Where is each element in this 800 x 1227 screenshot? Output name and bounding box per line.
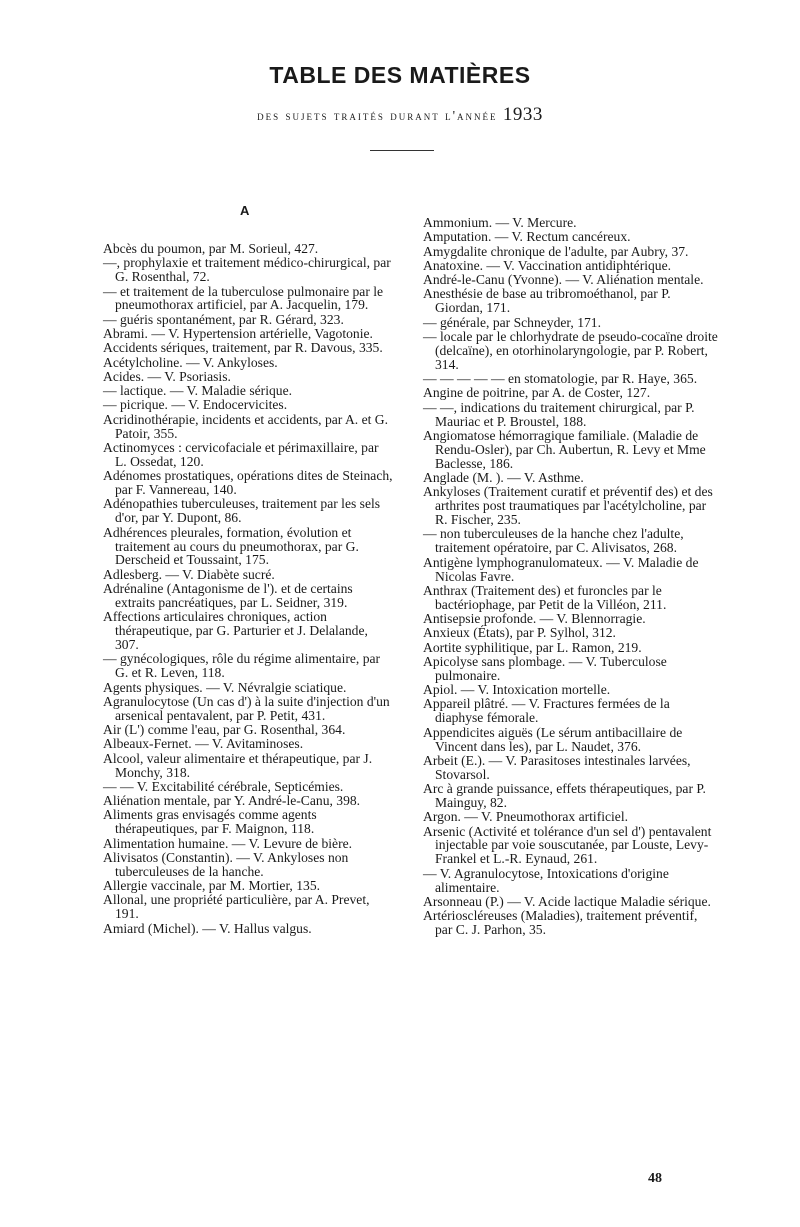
index-entry: Amputation. — V. Rectum cancéreux. [423, 229, 631, 245]
index-entry: Alivisatos (Constantin). — V. Ankyloses non tuberculeuses de la hanche. [103, 849, 349, 879]
index-entry: — V. Agranulocytose, Intoxications d'origine alimentaire. [423, 865, 669, 895]
index-entry: Anatoxine. — V. Vaccination antidiphtérique. [423, 257, 672, 273]
subtitle-year: 1933 [502, 104, 543, 125]
index-entry: Adlesberg. — V. Diabète sucré. [103, 566, 275, 582]
index-entry: Affections articulaires chroniques, action thérapeutique, par G. Parturier et J. Delalande, 307. [103, 609, 368, 653]
index-entry: Arsenic (Activité et tolérance d'un sel d') pentavalent injectable par voie souscutanée, par Louste, Levy-Frankel et L.-R. Eynaud, 261. [423, 823, 712, 867]
index-entry: Adrénaline (Antagonisme de l'). et de certains extraits pancréatiques, par L. Seidner, 319. [103, 581, 353, 610]
index-entry: Ankyloses (Traitement curatif et préventif des) et des arthrites post traumatiques par l'acétylcholine, par R. Fischer, 235. [423, 484, 713, 528]
index-entry: — et traitement de la tuberculose pulmonaire par le pneumothorax artificiel, par A. Jacquelin, 179. [103, 283, 384, 313]
page-title: TABLE DES MATIÈRES [269, 62, 531, 88]
index-entry: — — V. Excitabilité cérébrale, Septicémies. [103, 778, 344, 794]
index-entry: Abrami. — V. Hypertension artérielle, Vagotonie. [103, 326, 373, 341]
index-entry: Argon. — V. Pneumothorax artificiel. [423, 809, 629, 825]
index-entry: Adénomes prostatiques, opérations dites de Steinach, par F. Vannereau, 140. [103, 468, 393, 498]
title-divider [370, 150, 434, 151]
index-entry: Abcès du poumon, par M. Sorieul, 427. [103, 241, 319, 256]
index-entry: Arbeit (E.). — V. Parasitoses intestinales larvées, Stovarsol. [423, 752, 691, 782]
index-entry: Antigène lymphogranulomateux. — V. Maladie de Nicolas Favre. [423, 554, 699, 584]
index-entry: Acridinothérapie, incidents et accidents, par A. et G. Patoir, 355. [103, 411, 388, 441]
index-entry: — —, indications du traitement chirurgical, par P. Mauriac et P. Broustel, 188. [423, 399, 695, 429]
index-entry: Albeaux-Fernet. — V. Avitaminoses. [103, 736, 304, 752]
index-entry: Alimentation humaine. — V. Levure de bière. [103, 835, 353, 851]
index-entry: Anthrax (Traitement des) et furoncles par le bactériophage, par Petit de la Villéon, 211. [423, 582, 667, 612]
index-entry: — — — — — en stomatologie, par R. Haye, 365. [423, 371, 698, 387]
index-entry: Acétylcholine. — V. Ankyloses. [103, 354, 278, 370]
index-entry: Acides. — V. Psoriasis. [103, 368, 231, 384]
index-entry: Apiol. — V. Intoxication mortelle. [423, 682, 611, 698]
index-entry: Actinomyces : cervicofaciale et périmaxillaire, par L. Ossedat, 120. [103, 439, 379, 469]
index-entry: — gynécologiques, rôle du régime alimentaire, par G. et R. Leven, 118. [103, 651, 381, 681]
index-entry: Adhérences pleurales, formation, évolution et traitement au cours du pneumothorax, par G. Derscheid et Toussaint, 175. [103, 524, 359, 568]
index-entry: Agents physiques. — V. Névralgie sciatique. [103, 679, 347, 695]
index-entry: — non tuberculeuses de la hanche chez l'adulte, traitement opératoire, par C. Alivisatos, 268. [423, 526, 684, 556]
section-letter: A [240, 203, 250, 218]
index-entry: Antisepsie profonde. — V. Blennorragie. [423, 611, 646, 627]
index-entry: Ammonium. — V. Mercure. [423, 215, 577, 230]
index-entry: Appendicites aiguës (Le sérum antibacillaire de Vincent dans les), par L. Naudet, 376. [423, 724, 683, 754]
index-entry: Adénopathies tuberculeuses, traitement par les sels d'or, par Y. Dupont, 86. [103, 496, 381, 526]
index-entry: Appareil plâtré. — V. Fractures fermées de la diaphyse fémorale. [423, 696, 670, 726]
index-entry: André-le-Canu (Yvonne). — V. Aliénation mentale. [423, 272, 704, 288]
index-entry: Air (L') comme l'eau, par G. Rosenthal, 364. [103, 722, 346, 738]
index-entry: Allergie vaccinale, par M. Mortier, 135. [103, 878, 321, 894]
index-entry: — picrique. — V. Endocervicites. [103, 397, 288, 413]
index-entry: Aliénation mentale, par Y. André-le-Canu, 398. [103, 793, 361, 809]
index-entry: Anxieux (États), par P. Sylhol, 312. [423, 625, 616, 641]
index-entry: Apicolyse sans plombage. — V. Tuberculose pulmonaire. [423, 653, 667, 683]
index-entry: — guéris spontanément, par R. Gérard, 323. [103, 311, 344, 327]
index-entry: Agranulocytose (Un cas d') à la suite d'injection d'un arsenical pentavalent, par P. Petit, 431. [103, 693, 390, 723]
page-subtitle [0, 104, 800, 126]
index-entry: Anglade (M. ). — V. Asthme. [423, 470, 584, 485]
index-entry: Artérioscléreuses (Maladies), traitement préventif, par C. J. Parhon, 35. [423, 908, 698, 938]
index-entry: Aortite syphilitique, par L. Ramon, 219. [423, 639, 642, 655]
index-entry: Arc à grande puissance, effets thérapeutiques, par P. Mainguy, 82. [423, 781, 706, 810]
index-entry: Angiomatose hémorragique familiale. (Maladie de Rendu-Osler), par Ch. Aubertun, R. Levy et Mme Baclesse, 186. [423, 427, 706, 471]
index-entry: Arsonneau (P.) — V. Acide lactique Maladie sérique. [423, 893, 711, 909]
index-column-right [423, 216, 718, 937]
index-entry: Aliments gras envisagés comme agents thérapeutiques, par F. Maignon, 118. [103, 807, 317, 837]
index-entry: — générale, par Schneyder, 171. [423, 314, 601, 330]
index-entry: Alcool, valeur alimentaire et thérapeutique, par J. Monchy, 318. [103, 750, 373, 780]
index-entry: — lactique. — V. Maladie sérique. [103, 383, 293, 399]
index-entry: — locale par le chlorhydrate de pseudo-cocaïne droite (delcaïne), en otorhinolaryngologie, par P. Robert, 314. [423, 328, 718, 372]
index-entry: Accidents sériques, traitement, par R. Davous, 335. [103, 340, 383, 356]
index-entry: Amygdalite chronique de l'adulte, par Aubry, 37. [423, 243, 689, 259]
index-entry: Anesthésie de base au tribromoéthanol, par P. Giordan, 171. [423, 286, 671, 316]
page-number: 48 [648, 1171, 662, 1186]
subtitle-text: des sujets traités durant l'année [257, 108, 498, 123]
index-entry: Angine de poitrine, par A. de Coster, 127. [423, 385, 651, 401]
index-column-left [103, 242, 393, 936]
index-entry: —, prophylaxie et traitement médico-chirurgical, par G. Rosenthal, 72. [103, 255, 391, 285]
index-entry: Amiard (Michel). — V. Hallus valgus. [103, 920, 312, 936]
index-entry: Allonal, une propriété particulière, par A. Prevet, 191. [103, 892, 370, 922]
